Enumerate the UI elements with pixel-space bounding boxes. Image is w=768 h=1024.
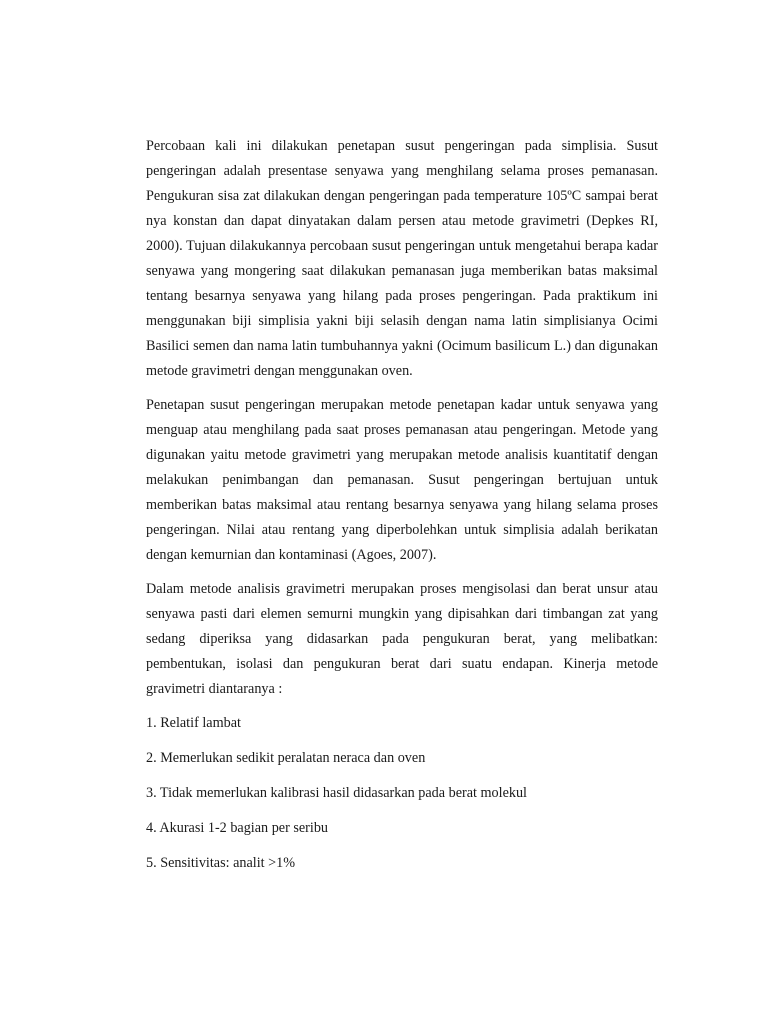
list-item: 4. Akurasi 1-2 bagian per seribu — [146, 820, 329, 836]
list-item: 2. Memerlukan sedikit peralatan neraca dan oven — [146, 750, 426, 766]
paragraph-2: Penetapan susut pengeringan merupakan metode penetapan kadar untuk senyawa yang menguap atau menghilang pada saat proses pemanasan atau pengeringan. Metode yang digunakan yaitu metode gravimetri yang merupakan metode analisis kuantitatif dengan melakukan penimbangan dan pemanasan. Susut pengeringan bertujuan untuk memberikan batas maksimal atau rentang besarnya senyawa yang hilang selama proses pengeringan. Nilai atau rentang yang diperbolehkan untuk simplisia adalah berikatan dengan kemurnian dan kontaminasi (Agoes, 2007). — [146, 397, 658, 563]
paragraph-3: Dalam metode analisis gravimetri merupakan proses mengisolasi dan berat unsur atau senyawa pasti dari elemen semurni mungkin yang dipisahkan dari timbangan zat yang sedang diperiksa yang didasarkan pada pengukuran berat, yang melibatkan: pembentukan, isolasi dan pengukuran berat dari suatu endapan. Kinerja metode gravimetri diantaranya : — [146, 581, 658, 697]
performance-list — [146, 711, 658, 886]
list-item: 3. Tidak memerlukan kalibrasi hasil didasarkan pada berat molekul — [146, 785, 527, 801]
paragraph-1: Percobaan kali ini dilakukan penetapan susut pengeringan pada simplisia. Susut pengeringan adalah presentase senyawa yang menghilang selama proses pemanasan. Pengukuran sisa zat dilakukan dengan pengeringan pada temperature 105ºC sampai berat nya konstan dan dapat dinyatakan dalam persen atau metode gravimetri (Depkes RI, 2000). Tujuan dilakukannya percobaan susut pengeringan untuk mengetahui berapa kadar senyawa yang mongering saat dilakukan pemanasan juga memberikan batas maksimal tentang besarnya senyawa yang hilang pada proses pengeringan. Pada praktikum ini menggunakan biji simplisia yakni biji selasih dengan nama latin simplisianya Ocimi Basilici semen dan nama latin tumbuhannya yakni (Ocimum basilicum L.) dan digunakan metode gravimetri dengan menggunakan oven. — [146, 138, 658, 379]
list-item: 5. Sensitivitas: analit >1% — [146, 855, 296, 871]
list-item: 1. Relatif lambat — [146, 715, 241, 731]
document-body — [146, 134, 658, 886]
